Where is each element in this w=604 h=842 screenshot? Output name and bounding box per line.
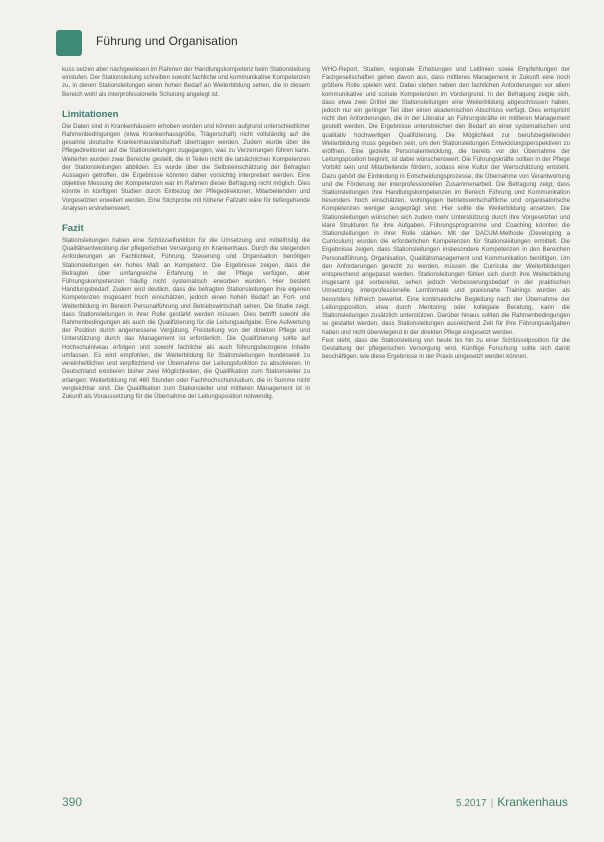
section-title: Führung und Organisation (96, 34, 238, 48)
section-heading: Limitationen (62, 108, 119, 120)
running-header (56, 30, 556, 56)
journal-brand: Krankenhaus (497, 795, 568, 809)
issue-label: 5.2017 (456, 798, 487, 809)
page-number: 390 (62, 795, 83, 809)
section-heading: Fazit (62, 223, 84, 235)
body-paragraph: Stationsleitungen haben eine Schlüsselfunktion für die Umsetzung und mittelfristig die Qualitätsentwicklung der pflegerischen Versorgung im Krankenhaus. Durch die steigenden Anforderungen an Fachlichkeit, Führung, Steuerung und Organisation benötigen Stationsleitungen ein hohes Maß an Kompetenz. Die Ergebnisse zeigen, dass die Befragten über umfangreiche Erfahrung in der Pflege verfügen, aber Führungskompetenzen häufig nicht systematisch erworben wurden. Hier besteht Handlungsbedarf. Zudem wird deutlich, dass die befragten Stationsleitungen ihre eigenen Kompetenzen insgesamt hoch einschätzen, jedoch einen hohen Bedarf an Fort- und Weiterbildung im Bereich Personalführung und Betriebswirtschaft sehen. Die Studie zeigt, dass Stationsleitungen in ihrer Rolle gestärkt werden müssen. Dies betrifft sowohl die Rahmenbedingungen als auch die Qualifizierung für die Leitungsaufgabe. Eine Aufwertung der Position durch angemessene Vergütung, Freistellung von der direkten Pflege und Unterstützung durch das Management ist erforderlich. Die Qualifizierung sollte auf Hochschulniveau erfolgen und sowohl fachliche als auch führungsbezogene Inhalte umfassen. Es wird empfohlen, die Weiterbildung für Stationsleitungen bundesweit zu vereinheitlichen und verpflichtend vor Übernahme der Leitungsfunktion zu absolvieren. In Deutschland existieren bisher zwei Möglichkeiten, die Qualifikation zum Stationsleiter zu erlangen: Weiterbildung mit 460 Stunden oder Fachhochschulstudium, die in Summe nicht vergleichbar sind. Die Qualifikation zum Stationsleiter und mittleren Management ist in Zukunft als Voraussetzung für die Übernahme der Leitungsposition notwendig. (62, 237, 310, 400)
journal-footer: 5.2017 | Krankenhaus (456, 795, 568, 809)
body-paragraph: Die Daten sind in Krankenhäusern erhoben worden und können aufgrund unterschiedlicher Rahmenbedingungen (etwa Krankenhausgröße, Trägerschaft) nicht vollständig auf die gesamte deutsche Krankenhauslandschaft übertragen werden. Zudem wurde über die Pflegedirektoren auf die Stationsleitungen zugegangen, was zu Verzerrungen führen kann. Weiterhin wurden zwar Bereiche gestellt, die in Teilen nicht die tatsächlichen Kompetenzen der Stationsleitungen abbilden. Es wurde über die Selbsteinschätzung der Befragten Aussagen getroffen, die Ergebnisse könnten daher vorsichtig interpretiert werden. Eine objektive Messung der Kompetenzen war im Rahmen dieser Befragung nicht möglich. Dies könnte in künftigen Studien durch Einbezug der Pflegedirektoren, Mitarbeitenden und Vorgesetzten erweitert werden. Eine Stichprobe mit höherer Fallzahl wäre für tiefergehende Analysen erstrebenswert. (62, 122, 310, 212)
right-column (322, 66, 570, 361)
section-marker (56, 30, 82, 56)
body-paragraph: WHO-Report, Studien, regionale Erhebungen und Leitlinien sowie Empfehlungen der Fachgesellschaften gehen davon aus, dass mittleres Management in Zukunft eine noch größere Rolle spielen wird. Dabei stehen neben den fachlichen Anforderungen vor allem kommunikative und soziale Kompetenzen im Vordergrund. In der Befragung zeigte sich, dass etwa zwei Drittel der Stationsleitungen eine Weiterbildung abgeschlossen haben, jedoch nur ein geringer Teil über einen akademischen Abschluss verfügt. Dies entspricht nicht den Anforderungen, die in der Literatur an Führungskräfte im mittleren Management gestellt werden. Die Ergebnisse unterstreichen den Bedarf an einer systematischen und qualitativ hochwertigen Qualifizierung. Die Möglichkeit zur berufsbegleitenden Weiterbildung muss gegeben sein, um den Stationsleitungen Entwicklungsperspektiven zu eröffnen. Eine gezielte Personalentwicklung, die bereits vor der Übernahme der Leitungsposition beginnt, ist dabei wünschenswert. Die Führungskräfte sollten in der Pflege Vorbild sein und Mitarbeitende fördern, sodass eine Kultur der Wertschätzung entsteht. Dazu gehört die Einbindung in Entscheidungsprozesse, die Übernahme von Verantwortung und die Förderung der interprofessionellen Zusammenarbeit. Die Befragung zeigt, dass Stationsleitungen ihre Handlungskompetenzen im Bereich Führung und Kommunikation besonders hoch einschätzen, wohingegen betriebswirtschaftliche und organisatorische Kompetenzen weniger ausgeprägt sind. Hier sollte die Weiterbildung ansetzen. Die Stationsleitungen wünschen sich zudem mehr Unterstützung durch ihre Vorgesetzten und klare Strukturen für ihre Aufgaben. Führungsprogramme und Coaching könnten die Stationsleitungen in ihrer Rolle stärken. Mit der DACUM-Methode (Developing a Curriculum) wurden die erforderlichen Kompetenzen für Stationsleitungen ermittelt. Die Ergebnisse zeigen, dass Stationsleitungen insbesondere Kompetenzen in den Bereichen Personalführung, Organisation, Qualitätsmanagement und Kommunikation benötigen. Um den Anforderungen gerecht zu werden, müssen die Curricula der Weiterbildungen entsprechend angepasst werden. Stationsleitungen fühlen sich durch ihre Weiterbildung insgesamt gut vorbereitet, sehen jedoch Verbesserungsbedarf in der praktischen Umsetzung. Interprofessionelle Lernformate und praxisnahe Trainings wurden als besonders hilfreich bewertet. Eine kontinuierliche Begleitung nach der Übernahme der Leitungsposition, etwa durch Mentoring oder kollegiale Beratung, kann die Stationsleitungen zusätzlich unterstützen. Darüber hinaus sollten die Rahmenbedingungen so gestaltet werden, dass Stationsleitungen ausreichend Zeit für ihre Führungsaufgaben haben und nicht überwiegend in der direkten Pflege eingesetzt werden. (322, 66, 570, 336)
left-column (62, 66, 310, 401)
body-paragraph: kuss setzen aber nachgewiesen im Rahmen der Handlungskompetenz beim Stationsleitung einstufen. Der Stationsleitung schreiben sowohl fachliche und kommunikative Kompetenzen zu, in denen Stationsleitungen einen hohen Bedarf an Weiterbildung sehen, die in diesem Bereich wohl als interprofessionelle Schulung angelegt ist. (62, 66, 310, 98)
body-paragraph: Fest steht, dass die Stationsleitung von heute bis hin zu einer Schlüsselposition für die Gestaltung der pflegerischen Versorgung wird. Künftige Forschung sollte sich damit beschäftigen, wie diese Ergebnisse in der Praxis umgesetzt werden können. (322, 336, 570, 361)
